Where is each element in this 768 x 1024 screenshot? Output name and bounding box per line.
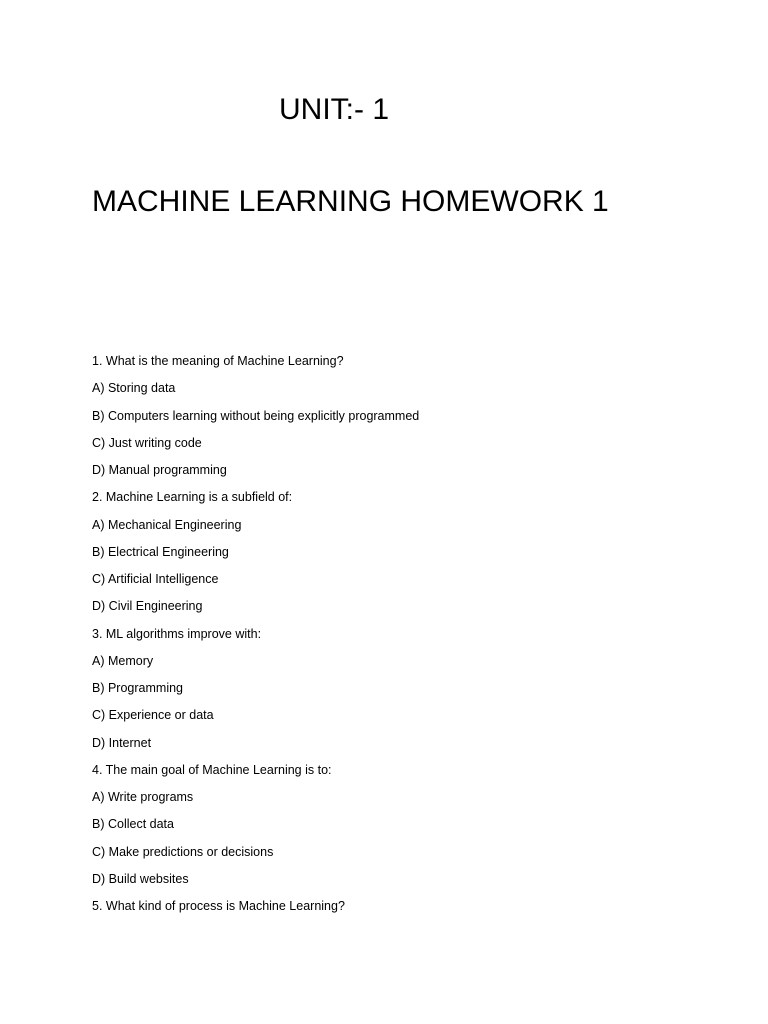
question-1-option-c: C) Just writing code	[92, 435, 202, 450]
question-1: 1. What is the meaning of Machine Learning?	[92, 354, 344, 368]
document-title: MACHINE LEARNING HOMEWORK 1	[92, 185, 609, 218]
question-2-option-c: C) Artificial Intelligence	[92, 572, 219, 586]
question-3-option-d: D) Internet	[92, 735, 152, 750]
question-1-option-a: A) Storing data	[92, 381, 176, 396]
question-2: 2. Machine Learning is a subfield of:	[92, 490, 293, 505]
question-2-option-a: A) Mechanical Engineering	[92, 517, 242, 532]
question-3-option-b: B) Programming	[92, 681, 183, 695]
question-5: 5. What kind of process is Machine Learning?	[92, 899, 345, 913]
question-1-option-d: D) Manual programming	[92, 463, 227, 477]
question-3-option-c: C) Experience or data	[92, 708, 214, 723]
question-3-option-a: A) Memory	[92, 653, 154, 668]
question-list	[92, 352, 712, 924]
question-4-option-b: B) Collect data	[92, 817, 174, 832]
question-1-option-b: B) Computers learning without being explicitly programmed	[92, 408, 420, 423]
question-2-option-b: B) Electrical Engineering	[92, 544, 229, 559]
question-4: 4. The main goal of Machine Learning is to:	[92, 762, 332, 777]
unit-heading: UNIT:- 1	[279, 93, 390, 126]
question-3: 3. ML algorithms improve with:	[92, 626, 262, 641]
question-4-option-c: C) Make predictions or decisions	[92, 844, 274, 859]
question-2-option-d: D) Civil Engineering	[92, 599, 203, 614]
question-4-option-a: A) Write programs	[92, 790, 194, 804]
question-4-option-d: D) Build websites	[92, 871, 189, 886]
